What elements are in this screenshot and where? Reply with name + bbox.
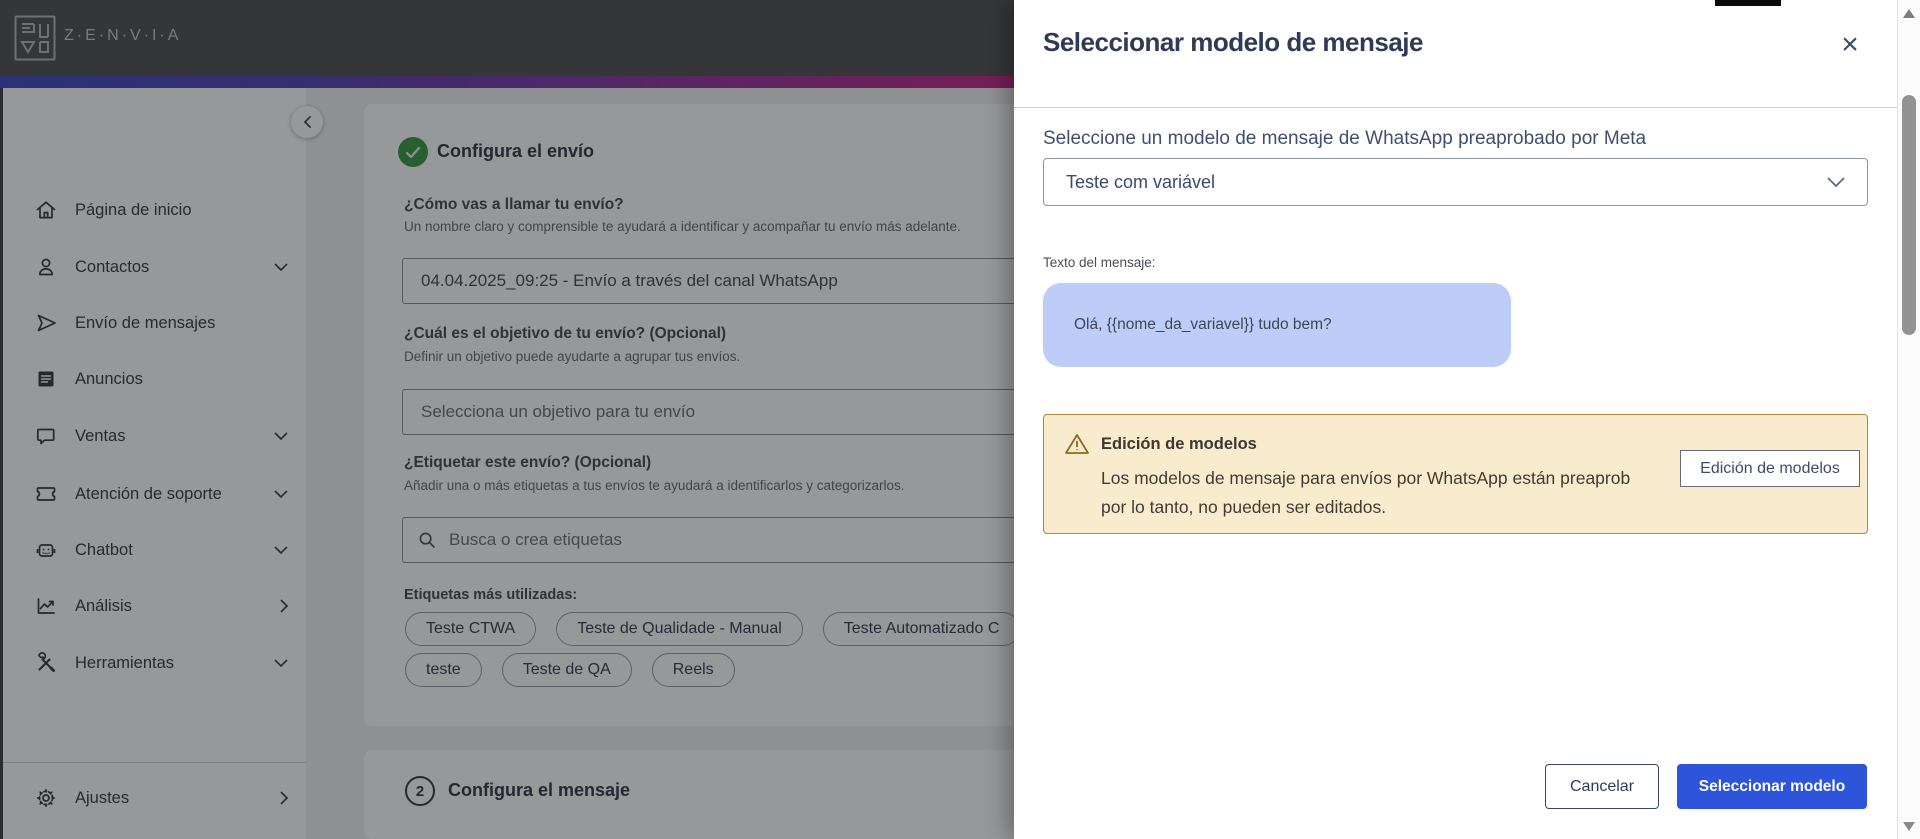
tag-hint: Añadir una o más etiquetas a tus envíos te ayudará a identificarlos y categorizarlos. [404,478,905,493]
objective-question: ¿Cuál es el objetivo de tu envío? (Opcional) [404,325,727,342]
template-select[interactable] [1043,158,1868,206]
objective-select[interactable]: Selecciona un objetivo para tu envío [402,389,1144,435]
step1-title: Configura el envío [437,141,595,161]
sidebar-item-label: Envío de mensajes [75,313,216,332]
tag-chip[interactable]: teste [405,653,482,687]
tag-chip[interactable]: Teste CTWA [405,612,536,646]
modal-title: Seleccionar modelo de mensaje [1043,27,1423,57]
close-icon[interactable]: × [1841,28,1859,61]
cancel-button[interactable]: Cancelar [1545,764,1659,809]
step2-title: Configura el mensaje [448,780,631,800]
sidebar-item-label: Contactos [75,257,150,276]
message-preview-text: Olá, {{nome_da_variavel}} tudo bem? [1074,316,1332,333]
sidebar-item-label: Herramientas [75,653,175,672]
warning-text-line1: Los modelos de mensaje para envíos por WhatsApp están preaprob [1101,468,1631,488]
tag-question: ¿Etiquetar este envío? (Opcional) [404,454,652,471]
select-template-button[interactable]: Seleccionar modelo [1677,764,1867,809]
chevron-down-icon [1827,177,1845,187]
sidebar-item-label: Ventas [75,426,126,445]
sidebar-item-label: Atención de soporte [75,484,222,503]
warning-text-line2: por lo tanto, no pueden ser editados. [1101,497,1387,517]
tag-chip[interactable]: Teste Automatizado C [823,612,1021,646]
tag-chip[interactable]: Teste de Qualidade - Manual [556,612,803,646]
page-scrollbar[interactable] [1897,0,1920,839]
select-template-modal [1014,0,1897,839]
most-used-tags-title: Etiquetas más utilizadas: [404,587,578,603]
warning-triangle-icon [1064,432,1090,456]
sidebar-item-label: Página de inicio [75,200,192,219]
step2-number-badge: 2 [405,776,435,806]
top-edge-artifact [1715,0,1781,6]
warning-title: Edición de modelos [1101,435,1257,453]
sidebar-item-label: Análisis [75,596,132,615]
send-name-question: ¿Cómo vas a llamar tu envío? [404,196,624,213]
sidebar-item-label: Anuncios [75,369,143,388]
scrollbar-thumb[interactable] [1902,95,1916,335]
template-select-value: Teste com variável [1066,171,1216,192]
sidebar-item-label: Chatbot [75,540,133,559]
zenvia-logo-text: Z·E·N·V·I·A [64,27,182,44]
scrollbar-up-arrow-icon[interactable] [1903,9,1915,18]
tag-chip[interactable]: Teste de QA [502,653,632,687]
tag-chip[interactable]: Reels [652,653,735,687]
modal-header-divider [1014,107,1897,108]
scrollbar-down-arrow-icon[interactable] [1903,822,1915,831]
edit-models-tooltip: Edición de modelos [1680,450,1860,487]
template-select-label: Seleccione un modelo de mensaje de WhatsApp preaprobado por Meta [1043,128,1647,149]
message-text-label: Texto del mensaje: [1043,255,1156,270]
sidebar-item-label: Ajustes [75,788,130,807]
objective-hint: Definir un objetivo puede ayudarte a agrupar tus envíos. [404,349,741,364]
message-preview-bubble [1043,283,1511,367]
send-name-hint: Un nombre claro y comprensible te ayudará a identificar y acompañar tu envío más adelante. [404,219,961,234]
